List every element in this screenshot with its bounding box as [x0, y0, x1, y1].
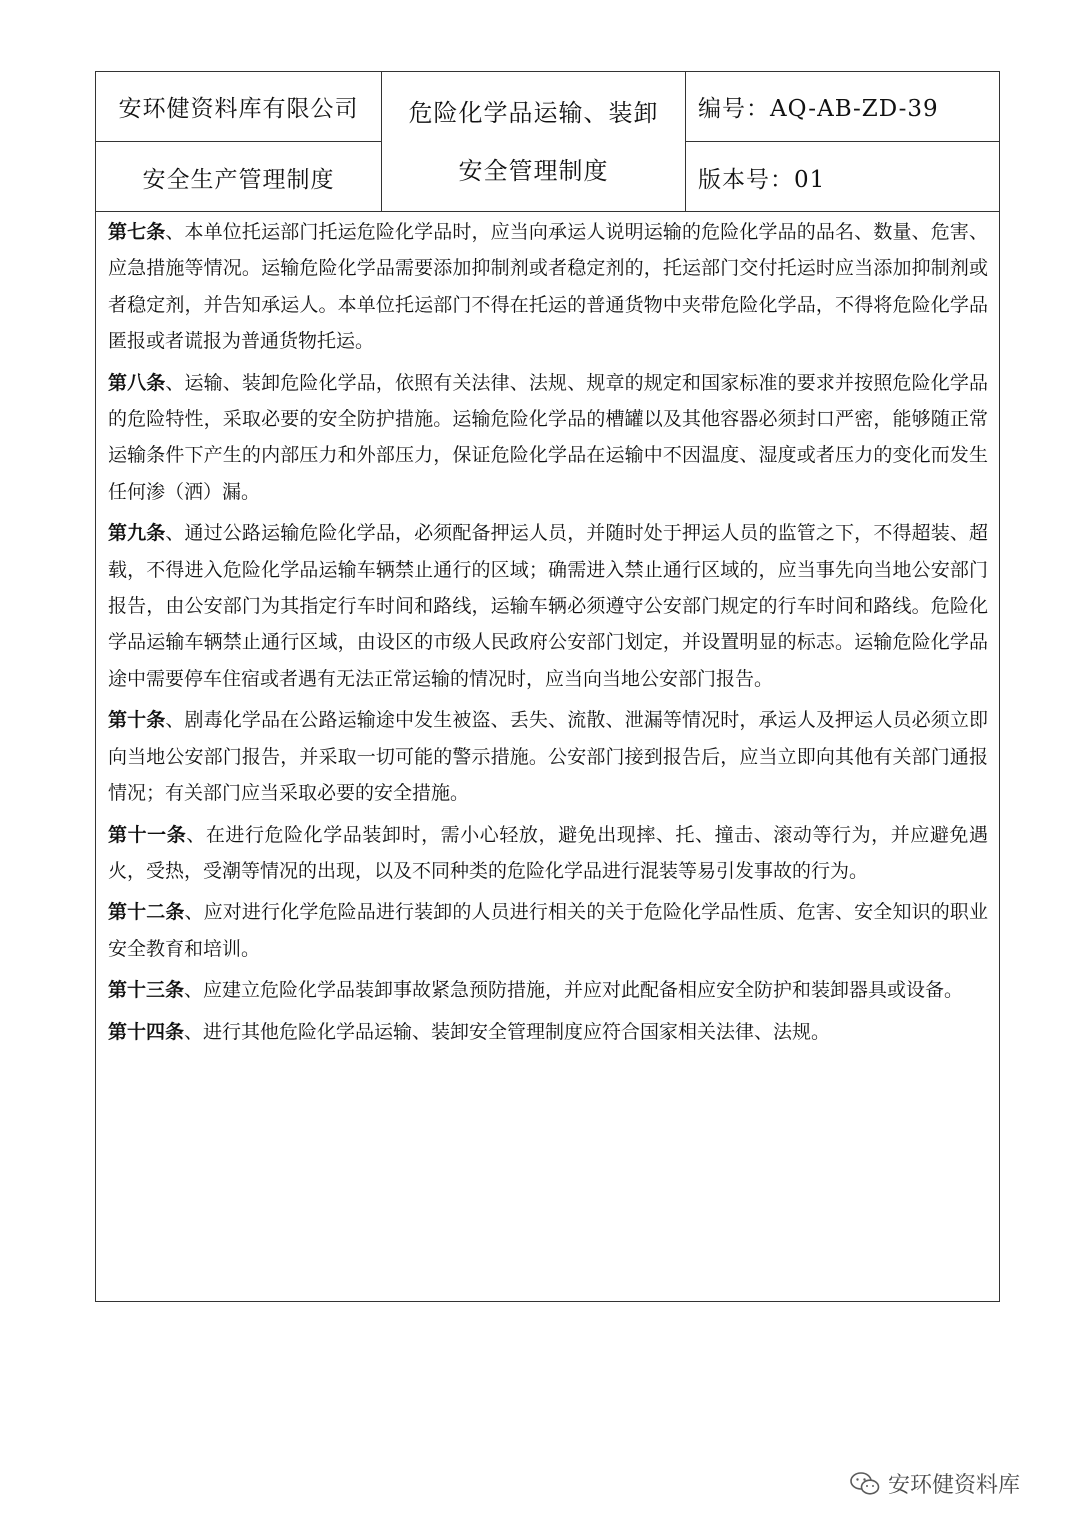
article-8 — [108, 363, 988, 514]
article-7 — [108, 212, 988, 363]
article-text: 、应建立危险化学品装卸事故紧急预防措施，并应对此配备相应安全防护和装卸器具或设备。 — [184, 979, 964, 1002]
article-number: 第十三条 — [108, 979, 185, 1002]
document-body — [108, 212, 988, 1053]
article-11 — [108, 815, 988, 893]
article-12 — [108, 892, 988, 970]
document-code: 编号：AQ-AB-ZD-39 — [698, 96, 939, 122]
article-14 — [108, 1012, 988, 1053]
document-title-cell — [382, 72, 686, 212]
document-title-line2: 安全管理制度 — [458, 157, 609, 185]
article-number: 第十二条 — [108, 901, 185, 924]
document-frame — [95, 71, 1000, 1302]
article-text: 、本单位托运部门托运危险化学品时，应当向承运人说明运输的危险化学品的品名、数量、危害、应急措施等情况。运输危险化学品需要添加抑制剂或者稳定剂的，托运部门交付托运时应当添加抑制剂或者稳定剂，并告知承运人。本单位托运部门不得在托运的普通货物中夹带危险化学品，不得将危险化学品匿报或者谎报为普通货物托运。 — [108, 221, 988, 353]
watermark-text: 安环健资料库 — [888, 1473, 1021, 1498]
article-number: 第八条 — [108, 371, 166, 394]
wechat-icon — [850, 1471, 880, 1497]
article-9 — [108, 513, 988, 700]
article-text: 、进行其他危险化学品运输、装卸安全管理制度应符合国家相关法律、法规。 — [184, 1020, 831, 1043]
article-number: 第十条 — [108, 709, 166, 732]
company-name-cell — [96, 72, 382, 142]
article-13 — [108, 970, 988, 1011]
document-title-line1: 危险化学品运输、装卸 — [408, 99, 659, 127]
article-10 — [108, 700, 988, 814]
article-text: 、应对进行化学危险品进行装卸的人员进行相关的关于危险化学品性质、危害、安全知识的职业安全教育和培训。 — [108, 901, 988, 960]
article-number: 第七条 — [108, 221, 166, 243]
system-type-cell — [96, 142, 382, 212]
header-table — [96, 72, 999, 212]
article-text: 、通过公路运输危险化学品，必须配备押运人员，并随时处于押运人员的监管之下，不得超装、超载，不得进入危险化学品运输车辆禁止通行的区域；确需进入禁止通行区域的，应当事先向当地公安部门报告，由公安部门为其指定行车时间和路线，运输车辆必须遵守公安部门规定的行车时间和路线。危险化学品运输车辆禁止通行区域，由设区的市级人民政府公安部门划定，并设置明显的标志。运输危险化学品途中需要停车住宿或者遇有无法正常运输的情况时，应当向当地公安部门报告。 — [108, 522, 988, 690]
watermark — [850, 1468, 1020, 1499]
document-code-cell — [686, 72, 999, 142]
article-text: 、运输、装卸危险化学品，依照有关法律、法规、规章的规定和国家标准的要求并按照危险化学品的危险特性，采取必要的安全防护措施。运输危险化学品的槽罐以及其他容器必须封口严密，能够随正常运输条件下产生的内部压力和外部压力，保证危险化学品在运输中不因温度、湿度或者压力的变化而发生任何渗（洒）漏。 — [108, 371, 988, 503]
company-name: 安环健资料库有限公司 — [118, 96, 359, 122]
article-number: 第九条 — [108, 522, 166, 545]
article-number: 第十四条 — [108, 1020, 185, 1043]
version-number: 版本号：01 — [698, 166, 826, 193]
version-cell — [686, 142, 999, 212]
article-text: 、剧毒化学品在公路运输途中发生被盗、丢失、流散、泄漏等情况时，承运人及押运人员必须立即向当地公安部门报告，并采取一切可能的警示措施。公安部门接到报告后，应当立即向其他有关部门通报情况；有关部门应当采取必要的安全措施。 — [108, 709, 988, 805]
system-type: 安全生产管理制度 — [142, 166, 335, 193]
article-text: 、在进行危险化学品装卸时，需小心轻放，避免出现摔、托、撞击、滚动等行为，并应避免遇火，受热，受潮等情况的出现，以及不同种类的危险化学品进行混装等易引发事故的行为。 — [108, 823, 988, 882]
article-number: 第十一条 — [108, 823, 187, 846]
